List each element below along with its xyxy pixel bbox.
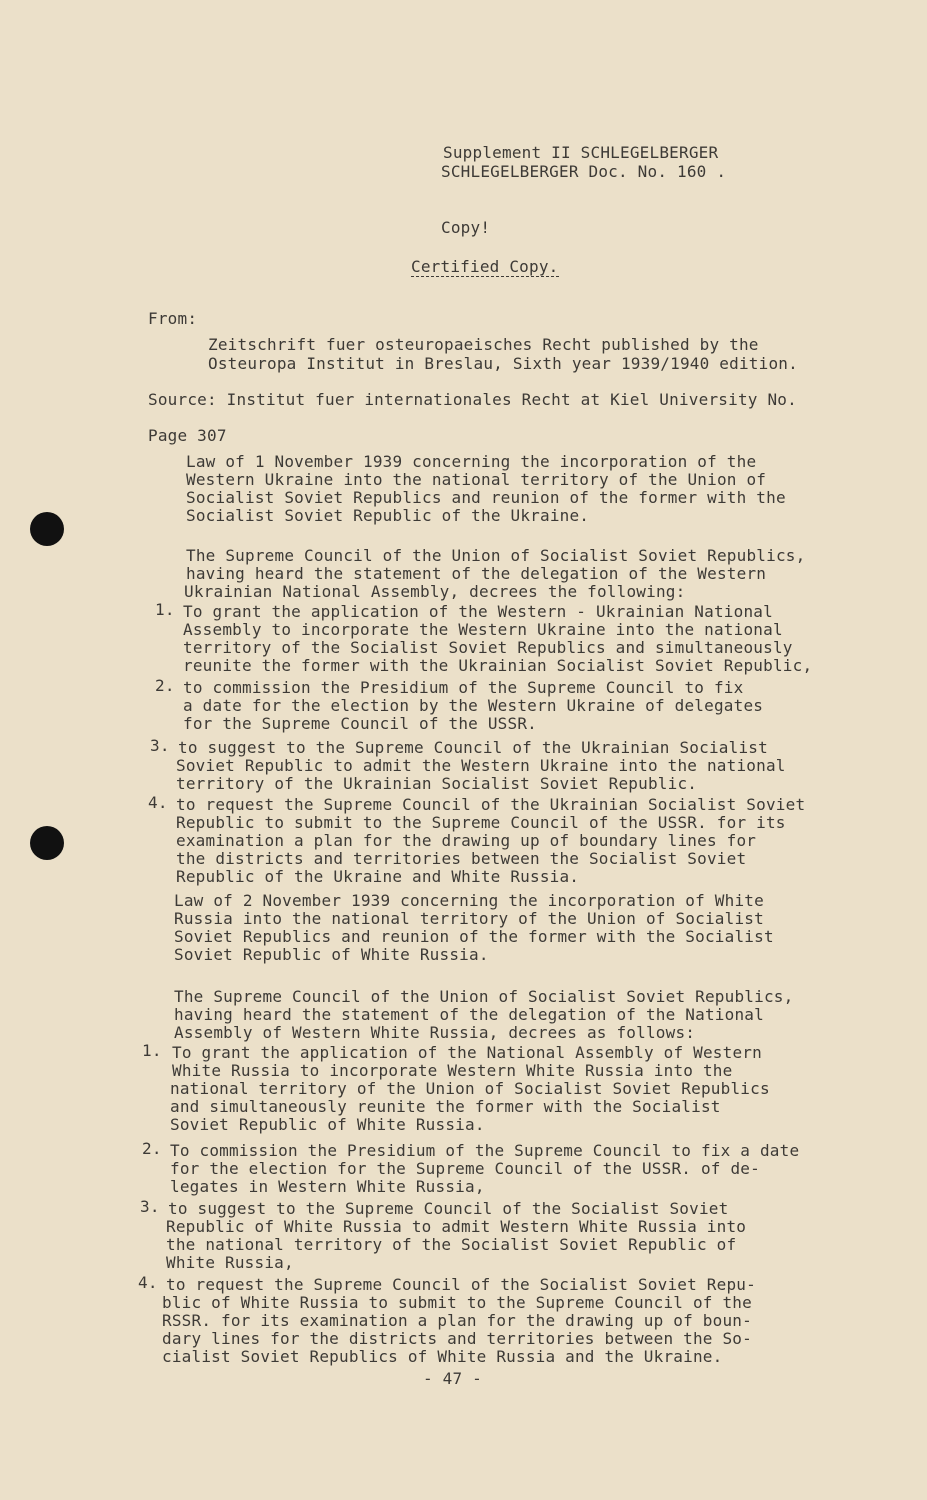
law2-item-line: dary lines for the districts and territories between the So- (162, 1329, 752, 1348)
page-number: - 47 - (423, 1369, 482, 1388)
law2-preamble-line: Assembly of Western White Russia, decrees as follows: (174, 1023, 696, 1042)
law1-title-line: Law of 1 November 1939 concerning the incorporation of the (186, 452, 757, 471)
law2-item-line: White Russia to incorporate Western White Russia into the (172, 1061, 733, 1080)
law2-item-number: 4. (138, 1273, 158, 1292)
law1-item-number: 2. (155, 676, 175, 695)
punch-hole-top (30, 512, 64, 546)
law1-item-line: a date for the election by the Western Ukraine of delegates (183, 696, 764, 715)
law1-title-line: Socialist Soviet Republics and reunion of the former with the (186, 488, 786, 507)
law2-item-line: legates in Western White Russia, (170, 1177, 485, 1196)
law2-item-line: to suggest to the Supreme Council of the Socialist Soviet (168, 1199, 729, 1218)
law1-item-line: the districts and territories between the Socialist Soviet (176, 849, 747, 868)
law1-item-line: for the Supreme Council of the USSR. (183, 714, 537, 733)
law1-item-line: To grant the application of the Western - Ukrainian National (183, 602, 773, 621)
law1-item-number: 1. (155, 600, 175, 619)
law2-item-number: 1. (142, 1041, 162, 1060)
law2-item-line: To grant the application of the National Assembly of Western (172, 1043, 762, 1062)
law1-item-line: examination a plan for the drawing up of boundary lines for (176, 831, 757, 850)
from-line-2: Osteuropa Institut in Breslau, Sixth year 1939/1940 edition. (208, 354, 798, 373)
law1-item-line: Republic of the Ukraine and White Russia. (176, 867, 580, 886)
law2-preamble-line: The Supreme Council of the Union of Socialist Soviet Republics, (174, 987, 794, 1006)
law2-title-line: Soviet Republic of White Russia. (174, 945, 489, 964)
law2-title-line: Law of 2 November 1939 concerning the incorporation of White (174, 891, 764, 910)
source-line: Source: Institut fuer internationales Recht at Kiel University No. (148, 390, 797, 409)
law1-item-line: to request the Supreme Council of the Ukrainian Socialist Soviet (176, 795, 806, 814)
certified-copy-label: Certified Copy. (411, 257, 559, 276)
law2-item-line: to request the Supreme Council of the Socialist Soviet Repu- (166, 1275, 756, 1294)
law1-item-line: territory of the Socialist Soviet Republics and simultaneously (183, 638, 793, 657)
law1-item-line: to commission the Presidium of the Supreme Council to fix (183, 678, 744, 697)
law2-item-number: 3. (140, 1197, 160, 1216)
law2-preamble-line: having heard the statement of the delegation of the National (174, 1005, 764, 1024)
law2-item-line: RSSR. for its examination a plan for the drawing up of boun- (162, 1311, 752, 1330)
law2-item-line: Soviet Republic of White Russia. (170, 1115, 485, 1134)
law1-preamble-line: Ukrainian National Assembly, decrees the following: (184, 582, 686, 601)
law1-item-number: 4. (148, 793, 168, 812)
law2-item-line: cialist Soviet Republics of White Russia and the Ukraine. (162, 1347, 723, 1366)
law1-item-line: to suggest to the Supreme Council of the Ukrainian Socialist (178, 738, 768, 757)
law1-title-line: Western Ukraine into the national territory of the Union of (186, 470, 767, 489)
law1-preamble-line: The Supreme Council of the Union of Socialist Soviet Republics, (186, 546, 806, 565)
law2-title-line: Russia into the national territory of the Union of Socialist (174, 909, 764, 928)
law1-preamble-line: having heard the statement of the delegation of the Western (186, 564, 767, 583)
law1-item-line: Soviet Republic to admit the Western Ukraine into the national (176, 756, 786, 775)
law2-item-line: To commission the Presidium of the Supreme Council to fix a date (170, 1141, 800, 1160)
supplement-label: Supplement II SCHLEGELBERGER (443, 143, 719, 162)
law2-title-line: Soviet Republics and reunion of the former with the Socialist (174, 927, 774, 946)
law1-title-line: Socialist Soviet Republic of the Ukraine. (186, 506, 590, 525)
law2-item-line: Republic of White Russia to admit Western White Russia into (166, 1217, 747, 1236)
law2-item-line: and simultaneously reunite the former with the Socialist (170, 1097, 721, 1116)
law2-item-line: the national territory of the Socialist Soviet Republic of (166, 1235, 737, 1254)
document-reference: SCHLEGELBERGER Doc. No. 160 . (441, 162, 727, 181)
law2-item-line: White Russia, (166, 1253, 294, 1272)
law1-item-line: territory of the Ukrainian Socialist Soviet Republic. (176, 774, 698, 793)
law1-item-line: reunite the former with the Ukrainian Socialist Soviet Republic, (183, 656, 813, 675)
law2-item-line: for the election for the Supreme Council of the USSR. of de- (170, 1159, 760, 1178)
from-line-1: Zeitschrift fuer osteuropaeisches Recht published by the (208, 335, 759, 354)
law2-item-line: national territory of the Union of Socialist Soviet Republics (170, 1079, 770, 1098)
copy-label: Copy! (441, 218, 491, 237)
law1-item-number: 3. (150, 736, 170, 755)
punch-hole-bottom (30, 826, 64, 860)
page-reference: Page 307 (148, 426, 227, 445)
law2-item-line: blic of White Russia to submit to the Supreme Council of the (162, 1293, 752, 1312)
from-label: From: (148, 309, 198, 328)
law1-item-line: Assembly to incorporate the Western Ukraine into the national (183, 620, 783, 639)
law2-item-number: 2. (142, 1139, 162, 1158)
law1-item-line: Republic to submit to the Supreme Council of the USSR. for its (176, 813, 786, 832)
